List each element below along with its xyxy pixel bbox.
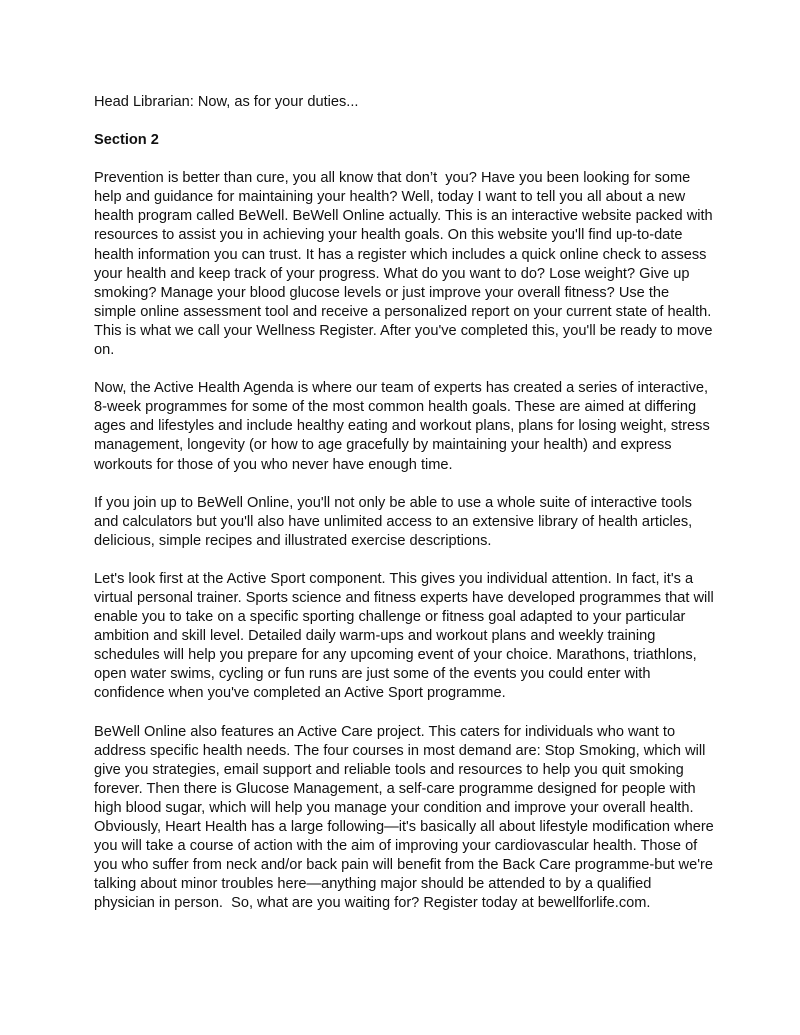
paragraph-2	[94, 379, 714, 474]
paragraph-line: on.	[94, 342, 115, 359]
paragraph-gap	[94, 704, 714, 723]
paragraph-line: 8-week programmes for some of the most common health goals. These are aimed at differing	[94, 399, 697, 416]
paragraph-line: workouts for those of you who never have enough time.	[94, 456, 453, 473]
paragraph-gap	[94, 360, 714, 379]
paragraph-line: address specific health needs. The four courses in most demand are: Stop Smoking, which will	[94, 742, 706, 759]
paragraph-line: resources to assist you in achieving your health goals. On this website you'll find up-to-date	[94, 227, 683, 244]
paragraph-line: Prevention is better than cure, you all know that don’t you? Have you been looking for some	[94, 170, 691, 187]
paragraph-line: your health and keep track of your progress. What do you want to do? Lose weight? Give up	[94, 265, 690, 282]
paragraph-line: schedules will help you prepare for any upcoming event of your choice. Marathons, triathlons,	[94, 647, 697, 664]
paragraph-line: simple online assessment tool and receive a personalized report on your current state of health.	[94, 303, 712, 320]
paragraph-line: talking about minor troubles here—anything major should be attended to by a qualified	[94, 876, 652, 893]
paragraph-line: help and guidance for maintaining your health? Well, today I want to tell you all about a new	[94, 189, 686, 206]
paragraph-3	[94, 494, 714, 551]
paragraph-4	[94, 570, 714, 704]
section-heading: Section 2	[94, 132, 159, 149]
paragraph-line: Let's look first at the Active Sport component. This gives you individual attention. In fact, it's a	[94, 570, 694, 587]
paragraph-gap	[94, 112, 714, 131]
paragraph-line: Now, the Active Health Agenda is where our team of experts has created a series of interactive,	[94, 380, 709, 397]
paragraph-line: ages and lifestyles and include healthy eating and workout plans, plans for losing weight, stress	[94, 418, 710, 435]
intro-line: Head Librarian: Now, as for your duties...	[94, 94, 359, 110]
paragraph-line: If you join up to BeWell Online, you'll not only be able to use a whole suite of interactive tools	[94, 494, 692, 511]
paragraph-line: management, longevity (or how to age gracefully by maintaining your health) and express	[94, 437, 672, 454]
paragraph-line: you who suffer from neck and/or back pain will benefit from the Back Care programme-but we're	[94, 857, 713, 874]
paragraph-line: health information you can trust. It has a register which includes a quick online check to assess	[94, 246, 707, 263]
paragraph-line: smoking? Manage your blood glucose levels or just improve your overall fitness? Use the	[94, 284, 670, 301]
paragraph-line: give you strategies, email support and reliable tools and resources to help you quit smoking	[94, 761, 684, 778]
paragraph-line: virtual personal trainer. Sports science and fitness experts have developed programmes that will	[94, 589, 714, 606]
paragraph-gap	[94, 150, 714, 169]
paragraphs-container	[94, 150, 714, 913]
paragraph-line: physician in person. So, what are you waiting for? Register today at bewellforlife.com.	[94, 895, 651, 912]
paragraph-1	[94, 169, 714, 360]
paragraph-line: high blood sugar, which will help you manage your condition and improve your overall health.	[94, 799, 694, 816]
paragraph-line: and calculators but you'll also have unlimited access to an extensive library of health articles,	[94, 513, 693, 530]
paragraph-5	[94, 723, 714, 914]
paragraph-line: health program called BeWell. BeWell Online actually. This is an interactive website packed with	[94, 208, 713, 225]
paragraph-line: This is what we call your Wellness Register. After you've completed this, you'll be ready to move	[94, 322, 713, 339]
paragraph-line: BeWell Online also features an Active Care project. This caters for individuals who want to	[94, 723, 676, 740]
paragraph-line: open water swims, cycling or fun runs are just some of the events you could enter with	[94, 666, 651, 683]
paragraph-line: confidence when you've completed an Active Sport programme.	[94, 685, 506, 702]
paragraph-gap	[94, 551, 714, 570]
paragraph-gap	[94, 475, 714, 494]
paragraph-line: you will take a course of action with the aim of improving your cardiovascular health. Those of	[94, 838, 698, 855]
paragraph-line: Obviously, Heart Health has a large following—it's basically all about lifestyle modification where	[94, 819, 714, 835]
paragraph-line: enable you to take on a specific sporting challenge or fitness goal adapted to your particular	[94, 609, 686, 626]
paragraph-line: ambition and skill level. Detailed daily warm-ups and workout plans and weekly training	[94, 628, 656, 645]
paragraph-line: delicious, simple recipes and illustrated exercise descriptions.	[94, 532, 492, 549]
paragraph-line: forever. Then there is Glucose Management, a self-care programme designed for people with	[94, 780, 696, 797]
document-page	[94, 93, 714, 913]
